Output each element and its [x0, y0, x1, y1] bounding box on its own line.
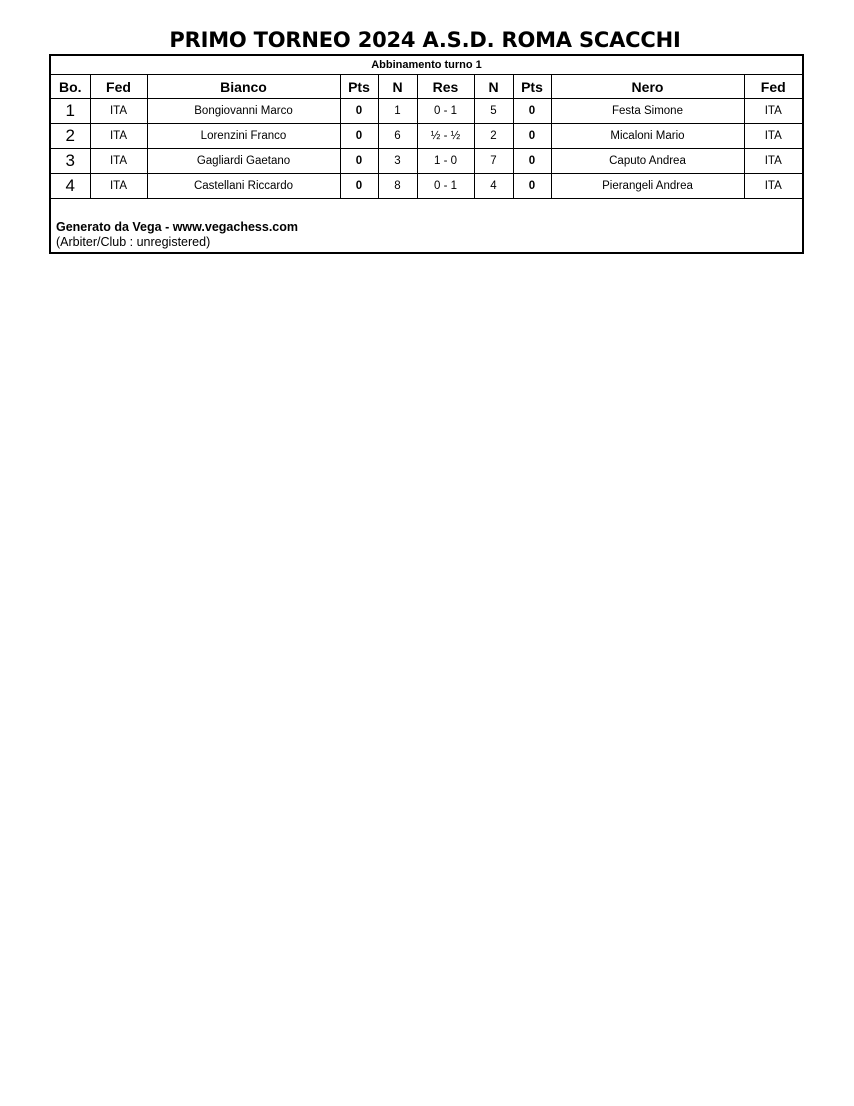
black-points: 0 — [513, 99, 551, 124]
white-player: Gagliardi Gaetano — [147, 149, 340, 174]
black-points: 0 — [513, 124, 551, 149]
black-fed: ITA — [744, 99, 802, 124]
round-caption: Abbinamento turno 1 — [51, 56, 802, 75]
black-player: Micaloni Mario — [551, 124, 744, 149]
white-points: 0 — [340, 149, 378, 174]
black-points: 0 — [513, 149, 551, 174]
column-header-white-fed: Fed — [90, 75, 147, 99]
white-fed: ITA — [90, 149, 147, 174]
white-points: 0 — [340, 99, 378, 124]
result: 1 - 0 — [417, 149, 474, 174]
white-player: Lorenzini Franco — [147, 124, 340, 149]
column-header-black-no: N — [474, 75, 513, 99]
white-fed: ITA — [90, 174, 147, 199]
white-number: 8 — [378, 174, 417, 199]
result: 0 - 1 — [417, 174, 474, 199]
white-fed: ITA — [90, 99, 147, 124]
white-player: Castellani Riccardo — [147, 174, 340, 199]
footer — [56, 220, 298, 250]
black-fed: ITA — [744, 149, 802, 174]
table-row — [51, 99, 802, 124]
black-number: 2 — [474, 124, 513, 149]
white-number: 1 — [378, 99, 417, 124]
column-header-black-pts: Pts — [513, 75, 551, 99]
result: ½ - ½ — [417, 124, 474, 149]
board-number: 3 — [51, 149, 90, 174]
black-player: Pierangeli Andrea — [551, 174, 744, 199]
pairings-panel — [49, 54, 804, 254]
column-header-white-no: N — [378, 75, 417, 99]
column-header-black-fed: Fed — [744, 75, 802, 99]
board-number: 1 — [51, 99, 90, 124]
white-number: 3 — [378, 149, 417, 174]
pairings-table — [51, 75, 802, 199]
tournament-title: PRIMO TORNEO 2024 A.S.D. ROMA SCACCHI — [169, 28, 681, 52]
table-row — [51, 149, 802, 174]
column-header-white-pts: Pts — [340, 75, 378, 99]
black-player: Festa Simone — [551, 99, 744, 124]
column-header-black: Nero — [551, 75, 744, 99]
column-header-board: Bo. — [51, 75, 90, 99]
white-player: Bongiovanni Marco — [147, 99, 340, 124]
black-fed: ITA — [744, 124, 802, 149]
black-number: 4 — [474, 174, 513, 199]
table-row — [51, 174, 802, 199]
white-number: 6 — [378, 124, 417, 149]
white-fed: ITA — [90, 124, 147, 149]
generator-credit: Generato da Vega - www.vegachess.com — [56, 220, 298, 234]
black-number: 7 — [474, 149, 513, 174]
table-row — [51, 124, 802, 149]
header-row — [51, 75, 802, 99]
black-player: Caputo Andrea — [551, 149, 744, 174]
board-number: 2 — [51, 124, 90, 149]
white-points: 0 — [340, 124, 378, 149]
black-points: 0 — [513, 174, 551, 199]
result: 0 - 1 — [417, 99, 474, 124]
white-points: 0 — [340, 174, 378, 199]
column-header-white: Bianco — [147, 75, 340, 99]
column-header-result: Res — [417, 75, 474, 99]
black-number: 5 — [474, 99, 513, 124]
board-number: 4 — [51, 174, 90, 199]
registration-note: (Arbiter/Club : unregistered) — [56, 235, 211, 249]
black-fed: ITA — [744, 174, 802, 199]
